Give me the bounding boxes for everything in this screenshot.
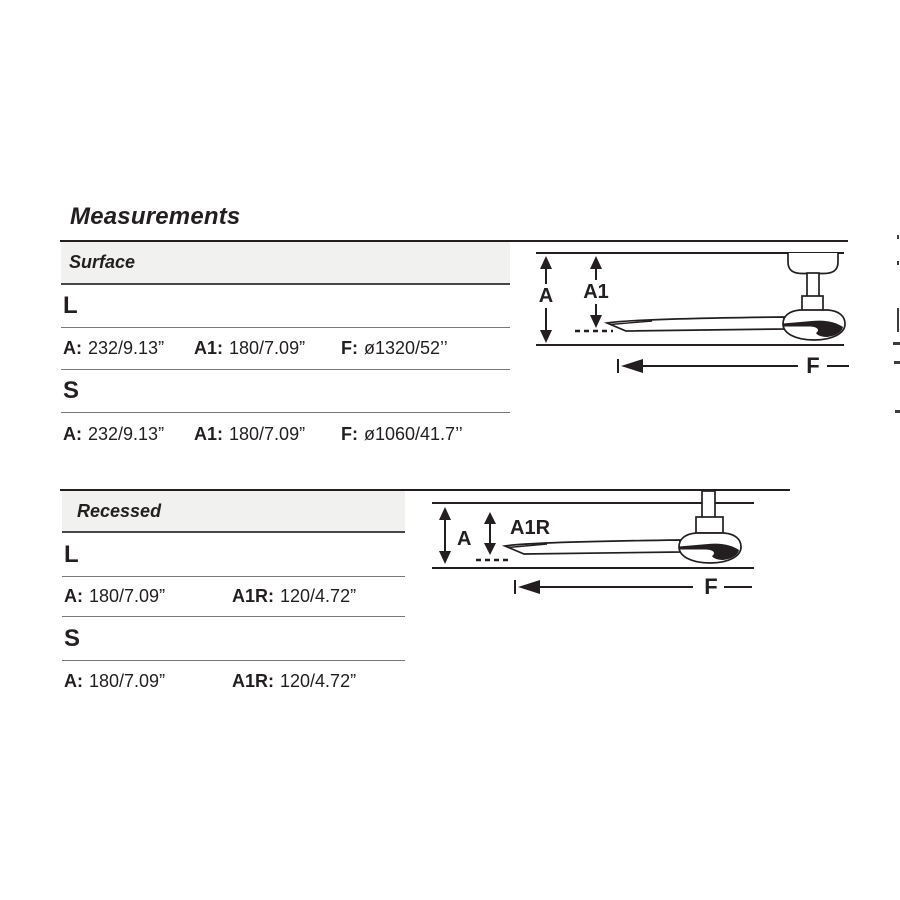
spec-row — [61, 413, 510, 455]
spec-label: F: — [341, 423, 358, 444]
spec-value: 180/7.09” — [89, 586, 166, 606]
spec-value: 180/7.09” — [229, 423, 306, 444]
dimension-arrow-a — [539, 256, 553, 343]
dimension-label-f: F — [806, 353, 820, 378]
dimension-arrow-a1 — [583, 256, 609, 328]
variant-row-s — [61, 370, 510, 413]
spec-label: A: — [63, 338, 82, 358]
spec-row — [62, 661, 405, 701]
spec-pair — [63, 424, 194, 445]
page-title: Measurements — [70, 203, 241, 230]
arrowhead-down-icon — [484, 543, 496, 555]
spec-pair — [341, 338, 448, 359]
arrowhead-down-icon — [439, 551, 451, 564]
spec-pair — [194, 424, 341, 445]
spec-pair — [64, 586, 232, 607]
arrowhead-up-icon — [484, 512, 496, 524]
dimension-label-f: F — [704, 574, 718, 599]
variant-label: L — [64, 540, 79, 568]
surface-mounting-diagram — [530, 238, 860, 378]
spec-value: ø1060/41.7’’ — [364, 423, 463, 444]
spec-value: 120/4.72” — [280, 586, 357, 606]
dimension-label-a: A — [538, 285, 554, 307]
dimension-label-a1: A1 — [583, 281, 609, 303]
fan-mount-block — [696, 517, 723, 533]
spec-value: 180/7.09” — [229, 338, 306, 358]
fan-rod — [702, 491, 715, 518]
spec-value: 232/9.13” — [88, 423, 165, 444]
variant-row-l — [61, 285, 510, 328]
fan-hub — [783, 310, 845, 340]
spec-label: A1R: — [232, 586, 275, 606]
clipped-edge-mark — [894, 361, 900, 364]
arrowhead-down-icon — [540, 330, 552, 343]
spec-label: A1R: — [232, 670, 275, 691]
variant-label: L — [63, 292, 78, 319]
fan-hub — [679, 533, 741, 563]
spec-label: A: — [64, 586, 83, 606]
spec-value: ø1320/52’’ — [364, 338, 448, 358]
recessed-table — [62, 491, 405, 701]
spec-row — [61, 328, 510, 370]
spec-row — [62, 577, 405, 617]
surface-section-header — [61, 242, 510, 285]
arrowhead-up-icon — [590, 256, 602, 269]
spec-label: F: — [341, 338, 358, 358]
fan-blade — [505, 540, 680, 554]
fan-canopy — [788, 253, 838, 274]
spec-pair — [232, 671, 356, 692]
variant-label: S — [64, 624, 81, 652]
spec-label: A1: — [194, 338, 224, 358]
spec-value: 232/9.13” — [88, 338, 165, 358]
spec-pair — [64, 671, 232, 692]
spec-pair — [341, 424, 463, 445]
dimension-label-a1r: A1R — [510, 517, 551, 539]
recessed-section-header — [62, 491, 405, 533]
variant-row-s — [62, 617, 405, 661]
fan-blade — [607, 317, 784, 331]
spec-label: A1: — [194, 423, 224, 444]
fan-rod — [807, 273, 819, 297]
spec-value: 180/7.09” — [89, 670, 166, 691]
spec-pair — [232, 586, 356, 607]
spec-value: 120/4.72” — [280, 670, 357, 691]
clipped-edge-mark — [895, 410, 900, 413]
recessed-mounting-diagram — [430, 488, 765, 606]
dimension-arrow-a — [439, 507, 471, 564]
fan-mount-block — [802, 296, 823, 311]
arrowhead-up-icon — [439, 507, 451, 520]
arrowhead-left-icon — [621, 359, 643, 373]
dimension-arrow-f — [515, 574, 752, 599]
spec-pair — [63, 338, 194, 359]
dimension-label-a: A — [457, 528, 472, 550]
clipped-edge-mark — [897, 308, 899, 332]
variant-label: S — [63, 377, 80, 404]
clipped-edge-mark — [897, 235, 899, 239]
section-header-label: Surface — [69, 252, 136, 272]
clipped-edge-mark — [897, 261, 899, 265]
spec-label: A: — [64, 670, 83, 691]
arrowhead-down-icon — [590, 315, 602, 328]
section-header-label: Recessed — [77, 500, 162, 521]
arrowhead-up-icon — [540, 256, 552, 269]
dimension-arrow-f — [618, 353, 849, 378]
spec-pair — [194, 338, 341, 359]
variant-row-l — [62, 533, 405, 577]
clipped-edge-mark — [893, 342, 900, 345]
surface-table — [61, 242, 510, 455]
spec-label: A: — [63, 423, 82, 444]
arrowhead-left-icon — [518, 580, 540, 594]
